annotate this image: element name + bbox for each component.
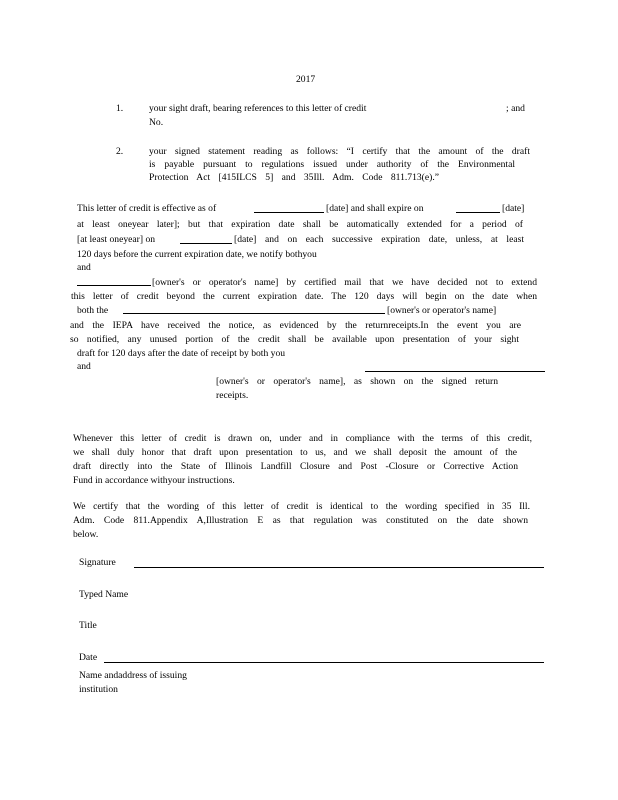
paragraph-line: draft for 120 days after the date of receipt by both you bbox=[77, 348, 286, 359]
date-blank-line bbox=[456, 212, 500, 213]
date-blank-line bbox=[254, 212, 324, 213]
list-text: No. bbox=[149, 117, 164, 128]
paragraph-line: and the IEPA have received the notice, as evidenced by the returnreceipts.In the event you are bbox=[70, 320, 521, 331]
list-number: 1. bbox=[116, 103, 124, 114]
paragraph-line: Fund in accordance withyour instructions. bbox=[73, 475, 235, 486]
owner-blank-line bbox=[77, 285, 151, 286]
signature-label: Signature bbox=[79, 557, 116, 568]
paragraph-line: [owner's or operator's name] bbox=[387, 305, 497, 316]
list-number: 2. bbox=[116, 146, 124, 157]
paragraph-line: Whenever this letter of credit is drawn on, under and in compliance with the terms of this credit, bbox=[73, 433, 532, 444]
paragraph-line: so notified, any unused portion of the credit shall be available upon presentation of your sight bbox=[70, 334, 519, 345]
paragraph-line: [date] bbox=[502, 203, 525, 214]
institution-label: institution bbox=[79, 684, 118, 695]
date-label: Date bbox=[79, 652, 98, 663]
paragraph-line: and bbox=[77, 361, 91, 372]
title-label: Title bbox=[79, 620, 97, 631]
paragraph-line: This letter of credit is effective as of bbox=[77, 203, 217, 214]
paragraph-line: this letter of credit beyond the current expiration date. The 120 days will begin on the date when bbox=[71, 291, 537, 302]
paragraph-line: 120 days before the current expiration date, we notify bothyou bbox=[77, 249, 317, 260]
signature-line bbox=[134, 567, 544, 568]
paragraph-line: draft directly into the State of Illinois Landfill Closure and Post -Closure or Corrective Action bbox=[73, 461, 518, 472]
list-text: Protection Act [415ILCS 5] and 35Ill. Adm. Code 811.713(e).” bbox=[149, 172, 439, 183]
list-text: ; and bbox=[506, 103, 525, 114]
paragraph-line: both the bbox=[77, 305, 109, 316]
paragraph-line: receipts. bbox=[216, 390, 249, 401]
paragraph-line: Adm. Code 811.Appendix A,Illustration E as that regulation was constituted on the date shown bbox=[73, 515, 528, 526]
paragraph-line: we shall duly honor that draft upon presentation to us, and we shall deposit the amount of the bbox=[73, 447, 517, 458]
owner-blank-line bbox=[365, 371, 545, 372]
date-blank-line bbox=[180, 243, 232, 244]
list-text: your signed statement reading as follows: “I certify that the amount of the draft bbox=[149, 146, 530, 157]
paragraph-line: [owner's or operator's name], as shown on the signed return bbox=[216, 376, 498, 387]
paragraph-line: [at least oneyear] on bbox=[77, 234, 156, 245]
year-heading: 2017 bbox=[296, 74, 316, 85]
typed-name-label: Typed Name bbox=[79, 589, 129, 600]
paragraph-line: We certify that the wording of this letter of credit is identical to the wording specified in 35 Ill. bbox=[73, 501, 530, 512]
institution-label: Name andaddress of issuing bbox=[79, 670, 187, 681]
paragraph-line: [owner's or operator's name] by certified mail that we have decided not to extend bbox=[152, 277, 537, 288]
list-text: is payable pursuant to regulations issued under authority of the Environmental bbox=[149, 159, 515, 170]
list-text: your sight draft, bearing references to this letter of credit bbox=[149, 103, 367, 114]
date-line bbox=[104, 662, 544, 663]
paragraph-line: [date] and shall expire on bbox=[326, 203, 424, 214]
owner-blank-line bbox=[123, 313, 385, 314]
paragraph-line: and bbox=[77, 262, 91, 273]
paragraph-line: [date] and on each successive expiration date, unless, at least bbox=[234, 234, 524, 245]
paragraph-line: at least oneyear later]; but that expiration date shall be automatically extended for a period of bbox=[77, 219, 523, 230]
paragraph-line: below. bbox=[73, 529, 99, 540]
